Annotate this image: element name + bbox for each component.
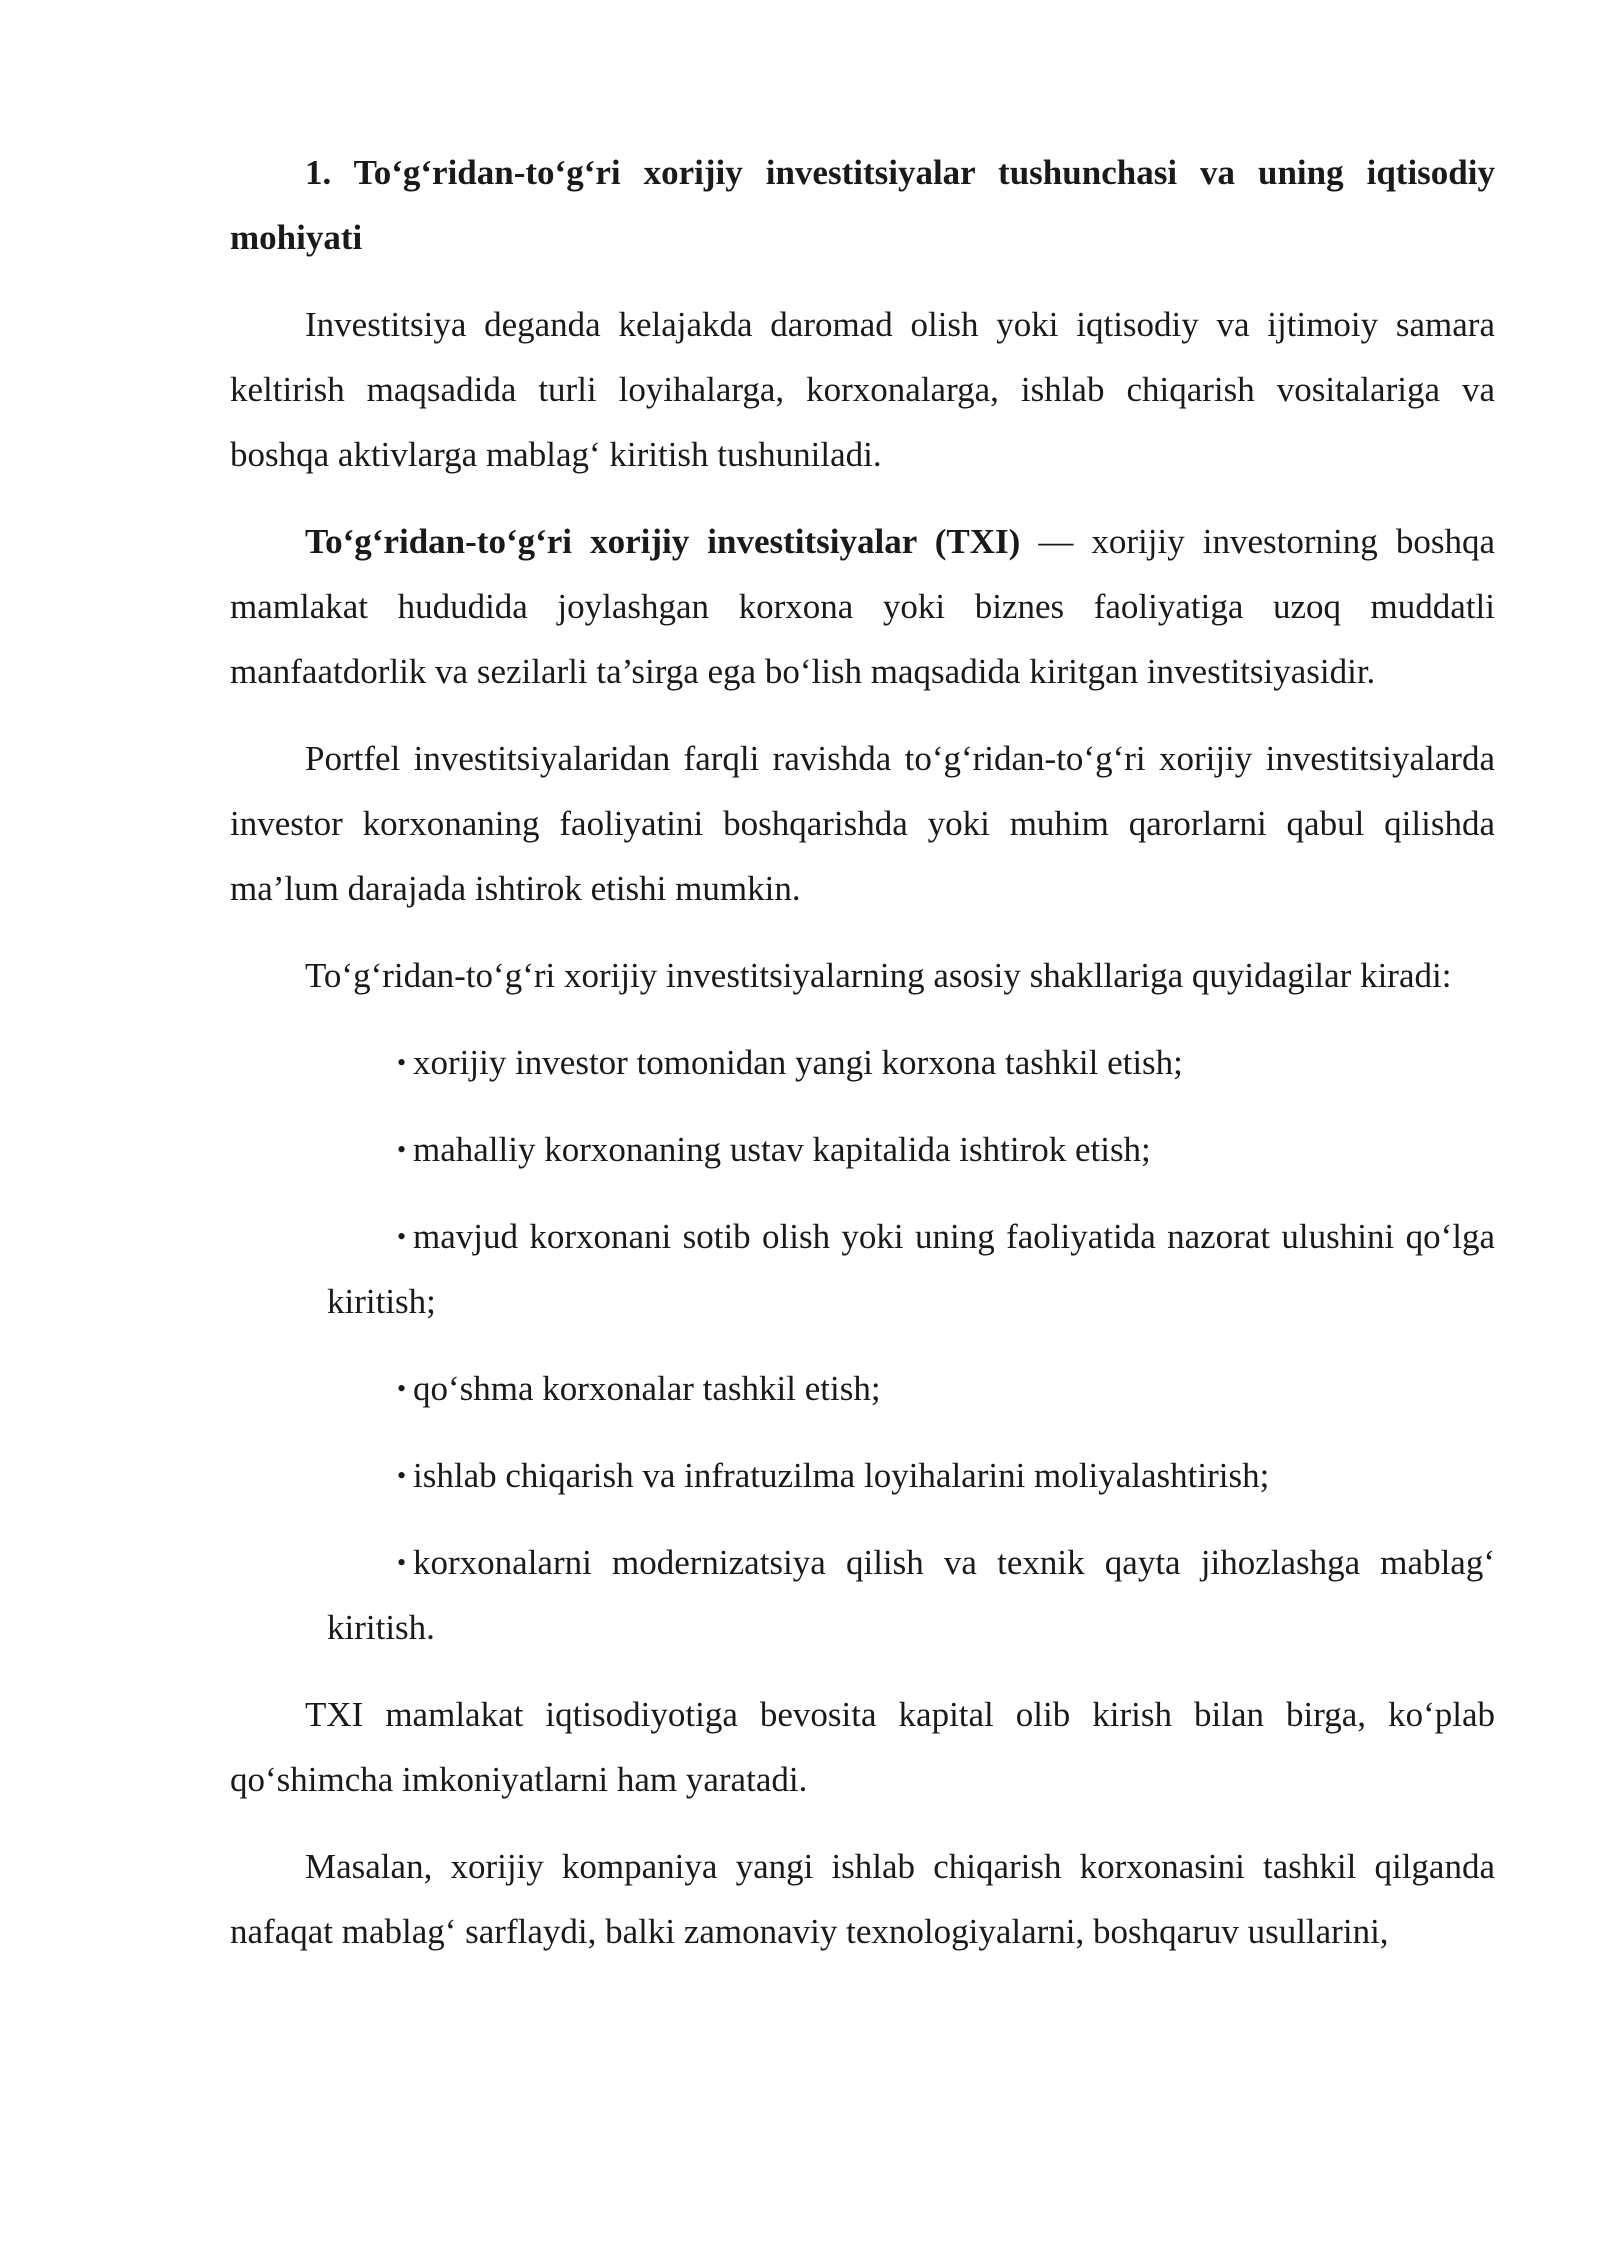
list-item-text: qo‘shma korxonalar tashkil etish;	[413, 1369, 881, 1408]
list-item-text: mavjud korxonani sotib olish yoki uning faoliyatida nazorat ulushini qo‘lga kiritish;	[327, 1217, 1495, 1321]
fdi-term: To‘g‘ridan-to‘g‘ri xorijiy investitsiyalar (TXI)	[305, 522, 1021, 561]
list-item	[327, 1117, 1495, 1182]
bullet-icon: •	[397, 1374, 407, 1403]
fdi-definition-text: — xorijiy investorning boshqa mamlakat hududida joylashgan korxona yoki biznes faoliyatiga uzoq muddatli manfaatdorlik va sezilarli ta’sirga ega bo‘lish maqsadida kiritgan investitsiyasidir.	[230, 522, 1495, 691]
bullet-icon: •	[397, 1048, 407, 1077]
bullet-icon: •	[397, 1461, 407, 1490]
document-page	[230, 140, 1495, 1986]
list-item	[327, 1356, 1495, 1421]
forms-list	[230, 1030, 1495, 1660]
paragraph-forms-intro: To‘g‘ridan-to‘g‘ri xorijiy investitsiyalarning asosiy shakllariga quyidagilar kiradi:	[305, 956, 1452, 995]
list-item	[327, 1530, 1495, 1660]
bullet-icon: •	[397, 1222, 407, 1251]
section-heading: 1. To‘g‘ridan-to‘g‘ri xorijiy investitsiyalar tushunchasi va uning iqtisodiy mohiyati	[230, 153, 1495, 257]
paragraph-investment-definition: Investitsiya deganda kelajakda daromad olish yoki iqtisodiy va ijtimoiy samara keltirish maqsadida turli loyihalarga, korxonalarga, ishlab chiqarish vositalariga va boshqa aktivlarga mablag‘ kiritish tushuniladi.	[230, 305, 1495, 474]
list-item	[327, 1030, 1495, 1095]
paragraph-fdi-opportunities: TXI mamlakat iqtisodiyotiga bevosita kapital olib kirish bilan birga, ko‘plab qo‘shimcha imkoniyatlarni ham yaratadi.	[230, 1695, 1495, 1799]
list-item-text: ishlab chiqarish va infratuzilma loyihalarini moliyalashtirish;	[413, 1456, 1270, 1495]
list-item-text: korxonalarni modernizatsiya qilish va texnik qayta jihozlashga mablag‘ kiritish.	[327, 1543, 1495, 1647]
paragraph-portfolio-difference: Portfel investitsiyalaridan farqli ravishda to‘g‘ridan-to‘g‘ri xorijiy investitsiyalarda investor korxonaning faoliyatini boshqarishda yoki muhim qarorlarni qabul qilishda ma’lum darajada ishtirok etishi mumkin.	[230, 739, 1495, 908]
list-item-text: mahalliy korxonaning ustav kapitalida ishtirok etish;	[413, 1130, 1151, 1169]
paragraph-example: Masalan, xorijiy kompaniya yangi ishlab chiqarish korxonasini tashkil qilganda nafaqat mablag‘ sarflaydi, balki zamonaviy texnologiyalarni, boshqaruv usullarini,	[230, 1847, 1495, 1951]
bullet-icon: •	[397, 1548, 407, 1577]
paragraph-fdi-definition	[230, 509, 1495, 704]
list-item-text: xorijiy investor tomonidan yangi korxona tashkil etish;	[413, 1043, 1183, 1082]
bullet-icon: •	[397, 1135, 407, 1164]
list-item	[327, 1204, 1495, 1334]
list-item	[327, 1443, 1495, 1508]
